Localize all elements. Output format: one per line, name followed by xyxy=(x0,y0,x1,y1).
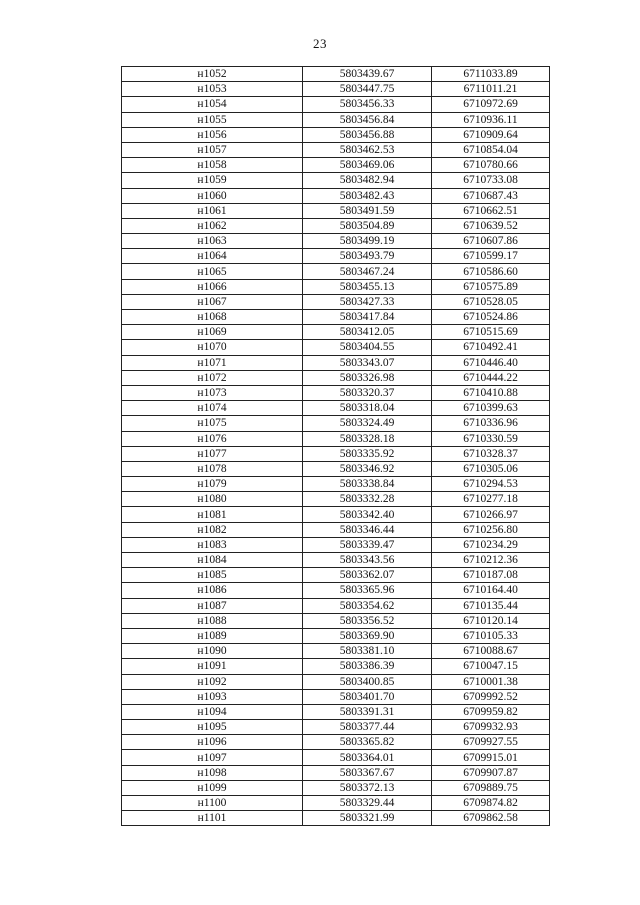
x-coordinate-cell: 5803364.01 xyxy=(303,750,432,765)
table-row xyxy=(122,796,550,811)
x-coordinate-cell: 5803346.92 xyxy=(303,461,432,476)
point-name-cell: н1100 xyxy=(122,796,303,811)
point-name-cell: н1098 xyxy=(122,765,303,780)
x-coordinate-cell: 5803343.07 xyxy=(303,355,432,370)
x-coordinate-cell: 5803462.53 xyxy=(303,142,432,157)
table-row xyxy=(122,446,550,461)
point-name-cell: н1088 xyxy=(122,613,303,628)
x-coordinate-cell: 5803499.19 xyxy=(303,234,432,249)
point-name-cell: н1101 xyxy=(122,811,303,826)
table-row xyxy=(122,704,550,719)
point-name-cell: н1059 xyxy=(122,173,303,188)
x-coordinate-cell: 5803391.31 xyxy=(303,704,432,719)
point-name-cell: н1056 xyxy=(122,127,303,142)
y-coordinate-cell: 6709915.01 xyxy=(432,750,550,765)
point-name-cell: н1089 xyxy=(122,628,303,643)
table-row xyxy=(122,401,550,416)
y-coordinate-cell: 6710135.44 xyxy=(432,598,550,613)
point-name-cell: н1065 xyxy=(122,264,303,279)
x-coordinate-cell: 5803404.55 xyxy=(303,340,432,355)
x-coordinate-cell: 5803365.82 xyxy=(303,735,432,750)
x-coordinate-cell: 5803326.98 xyxy=(303,370,432,385)
x-coordinate-cell: 5803456.84 xyxy=(303,112,432,127)
x-coordinate-cell: 5803365.96 xyxy=(303,583,432,598)
table-row xyxy=(122,507,550,522)
point-name-cell: н1078 xyxy=(122,461,303,476)
table-row xyxy=(122,537,550,552)
x-coordinate-cell: 5803324.49 xyxy=(303,416,432,431)
y-coordinate-cell: 6709992.52 xyxy=(432,689,550,704)
y-coordinate-cell: 6710212.36 xyxy=(432,553,550,568)
point-name-cell: н1080 xyxy=(122,492,303,507)
point-name-cell: н1058 xyxy=(122,158,303,173)
y-coordinate-cell: 6710972.69 xyxy=(432,97,550,112)
table-row xyxy=(122,264,550,279)
point-name-cell: н1095 xyxy=(122,720,303,735)
point-name-cell: н1068 xyxy=(122,310,303,325)
y-coordinate-cell: 6710305.06 xyxy=(432,461,550,476)
point-name-cell: н1072 xyxy=(122,370,303,385)
y-coordinate-cell: 6710515.69 xyxy=(432,325,550,340)
x-coordinate-cell: 5803343.56 xyxy=(303,553,432,568)
point-name-cell: н1057 xyxy=(122,142,303,157)
table-row xyxy=(122,142,550,157)
point-name-cell: н1070 xyxy=(122,340,303,355)
x-coordinate-cell: 5803482.43 xyxy=(303,188,432,203)
y-coordinate-cell: 6710088.67 xyxy=(432,644,550,659)
y-coordinate-cell: 6710599.17 xyxy=(432,249,550,264)
page-number: 23 xyxy=(313,36,327,51)
x-coordinate-cell: 5803504.89 xyxy=(303,218,432,233)
y-coordinate-cell: 6710586.60 xyxy=(432,264,550,279)
x-coordinate-cell: 5803456.88 xyxy=(303,127,432,142)
x-coordinate-cell: 5803320.37 xyxy=(303,385,432,400)
y-coordinate-cell: 6710733.08 xyxy=(432,173,550,188)
y-coordinate-cell: 6710256.80 xyxy=(432,522,550,537)
table-row xyxy=(122,461,550,476)
x-coordinate-cell: 5803318.04 xyxy=(303,401,432,416)
y-coordinate-cell: 6710854.04 xyxy=(432,142,550,157)
table-row xyxy=(122,294,550,309)
y-coordinate-cell: 6710328.37 xyxy=(432,446,550,461)
x-coordinate-cell: 5803369.90 xyxy=(303,628,432,643)
table-row xyxy=(122,735,550,750)
y-coordinate-cell: 6709862.58 xyxy=(432,811,550,826)
x-coordinate-cell: 5803482.94 xyxy=(303,173,432,188)
table-row xyxy=(122,82,550,97)
y-coordinate-cell: 6710120.14 xyxy=(432,613,550,628)
y-coordinate-cell: 6710164.40 xyxy=(432,583,550,598)
y-coordinate-cell: 6710687.43 xyxy=(432,188,550,203)
point-name-cell: н1075 xyxy=(122,416,303,431)
point-name-cell: н1066 xyxy=(122,279,303,294)
y-coordinate-cell: 6710277.18 xyxy=(432,492,550,507)
y-coordinate-cell: 6709907.87 xyxy=(432,765,550,780)
point-name-cell: н1060 xyxy=(122,188,303,203)
table-row xyxy=(122,553,550,568)
y-coordinate-cell: 6710524.86 xyxy=(432,310,550,325)
x-coordinate-cell: 5803329.44 xyxy=(303,796,432,811)
y-coordinate-cell: 6710187.08 xyxy=(432,568,550,583)
table-row xyxy=(122,127,550,142)
table-row xyxy=(122,112,550,127)
point-name-cell: н1071 xyxy=(122,355,303,370)
point-name-cell: н1079 xyxy=(122,477,303,492)
x-coordinate-cell: 5803339.47 xyxy=(303,537,432,552)
point-name-cell: н1062 xyxy=(122,218,303,233)
y-coordinate-cell: 6710001.38 xyxy=(432,674,550,689)
x-coordinate-cell: 5803346.44 xyxy=(303,522,432,537)
coordinates-table xyxy=(121,66,550,826)
y-coordinate-cell: 6709932.93 xyxy=(432,720,550,735)
y-coordinate-cell: 6710528.05 xyxy=(432,294,550,309)
table-row xyxy=(122,203,550,218)
point-name-cell: н1061 xyxy=(122,203,303,218)
y-coordinate-cell: 6710446.40 xyxy=(432,355,550,370)
point-name-cell: н1076 xyxy=(122,431,303,446)
x-coordinate-cell: 5803401.70 xyxy=(303,689,432,704)
x-coordinate-cell: 5803381.10 xyxy=(303,644,432,659)
table-row xyxy=(122,598,550,613)
x-coordinate-cell: 5803377.44 xyxy=(303,720,432,735)
x-coordinate-cell: 5803342.40 xyxy=(303,507,432,522)
table-row xyxy=(122,659,550,674)
table-row xyxy=(122,234,550,249)
table-row xyxy=(122,583,550,598)
y-coordinate-cell: 6710575.89 xyxy=(432,279,550,294)
y-coordinate-cell: 6710639.52 xyxy=(432,218,550,233)
table-row xyxy=(122,522,550,537)
table-row xyxy=(122,310,550,325)
point-name-cell: н1081 xyxy=(122,507,303,522)
x-coordinate-cell: 5803321.99 xyxy=(303,811,432,826)
table-row xyxy=(122,674,550,689)
y-coordinate-cell: 6709959.82 xyxy=(432,704,550,719)
table-row xyxy=(122,765,550,780)
point-name-cell: н1074 xyxy=(122,401,303,416)
table-row xyxy=(122,492,550,507)
point-name-cell: н1099 xyxy=(122,780,303,795)
y-coordinate-cell: 6710492.41 xyxy=(432,340,550,355)
point-name-cell: н1087 xyxy=(122,598,303,613)
point-name-cell: н1082 xyxy=(122,522,303,537)
x-coordinate-cell: 5803456.33 xyxy=(303,97,432,112)
table-row xyxy=(122,613,550,628)
y-coordinate-cell: 6710336.96 xyxy=(432,416,550,431)
table-row xyxy=(122,279,550,294)
x-coordinate-cell: 5803417.84 xyxy=(303,310,432,325)
x-coordinate-cell: 5803439.67 xyxy=(303,67,432,82)
x-coordinate-cell: 5803328.18 xyxy=(303,431,432,446)
table-row xyxy=(122,97,550,112)
y-coordinate-cell: 6709889.75 xyxy=(432,780,550,795)
table-row xyxy=(122,188,550,203)
x-coordinate-cell: 5803335.92 xyxy=(303,446,432,461)
x-coordinate-cell: 5803455.13 xyxy=(303,279,432,294)
x-coordinate-cell: 5803386.39 xyxy=(303,659,432,674)
x-coordinate-cell: 5803493.79 xyxy=(303,249,432,264)
coordinates-table-body xyxy=(122,67,550,826)
table-row xyxy=(122,355,550,370)
table-row xyxy=(122,689,550,704)
x-coordinate-cell: 5803427.33 xyxy=(303,294,432,309)
y-coordinate-cell: 6710444.22 xyxy=(432,370,550,385)
point-name-cell: н1086 xyxy=(122,583,303,598)
table-row xyxy=(122,644,550,659)
table-row xyxy=(122,780,550,795)
x-coordinate-cell: 5803491.59 xyxy=(303,203,432,218)
point-name-cell: н1054 xyxy=(122,97,303,112)
x-coordinate-cell: 5803467.24 xyxy=(303,264,432,279)
point-name-cell: н1093 xyxy=(122,689,303,704)
y-coordinate-cell: 6710047.15 xyxy=(432,659,550,674)
point-name-cell: н1085 xyxy=(122,568,303,583)
y-coordinate-cell: 6710410.88 xyxy=(432,385,550,400)
x-coordinate-cell: 5803332.28 xyxy=(303,492,432,507)
point-name-cell: н1053 xyxy=(122,82,303,97)
table-row xyxy=(122,173,550,188)
y-coordinate-cell: 6711011.21 xyxy=(432,82,550,97)
table-row xyxy=(122,416,550,431)
point-name-cell: н1067 xyxy=(122,294,303,309)
point-name-cell: н1092 xyxy=(122,674,303,689)
table-row xyxy=(122,340,550,355)
y-coordinate-cell: 6710105.33 xyxy=(432,628,550,643)
table-row xyxy=(122,811,550,826)
table-row xyxy=(122,325,550,340)
point-name-cell: н1073 xyxy=(122,385,303,400)
x-coordinate-cell: 5803412.05 xyxy=(303,325,432,340)
y-coordinate-cell: 6710294.53 xyxy=(432,477,550,492)
y-coordinate-cell: 6710909.64 xyxy=(432,127,550,142)
point-name-cell: н1069 xyxy=(122,325,303,340)
point-name-cell: н1083 xyxy=(122,537,303,552)
table-row xyxy=(122,218,550,233)
point-name-cell: н1064 xyxy=(122,249,303,264)
table-row xyxy=(122,158,550,173)
table-row xyxy=(122,628,550,643)
y-coordinate-cell: 6710936.11 xyxy=(432,112,550,127)
table-row xyxy=(122,385,550,400)
point-name-cell: н1096 xyxy=(122,735,303,750)
table-row xyxy=(122,67,550,82)
y-coordinate-cell: 6710234.29 xyxy=(432,537,550,552)
y-coordinate-cell: 6709874.82 xyxy=(432,796,550,811)
y-coordinate-cell: 6711033.89 xyxy=(432,67,550,82)
point-name-cell: н1077 xyxy=(122,446,303,461)
table-row xyxy=(122,431,550,446)
table-row xyxy=(122,568,550,583)
table-row xyxy=(122,370,550,385)
point-name-cell: н1063 xyxy=(122,234,303,249)
x-coordinate-cell: 5803447.75 xyxy=(303,82,432,97)
x-coordinate-cell: 5803338.84 xyxy=(303,477,432,492)
x-coordinate-cell: 5803372.13 xyxy=(303,780,432,795)
x-coordinate-cell: 5803354.62 xyxy=(303,598,432,613)
point-name-cell: н1090 xyxy=(122,644,303,659)
x-coordinate-cell: 5803400.85 xyxy=(303,674,432,689)
y-coordinate-cell: 6710330.59 xyxy=(432,431,550,446)
table-row xyxy=(122,249,550,264)
y-coordinate-cell: 6710662.51 xyxy=(432,203,550,218)
x-coordinate-cell: 5803469.06 xyxy=(303,158,432,173)
y-coordinate-cell: 6710266.97 xyxy=(432,507,550,522)
y-coordinate-cell: 6710780.66 xyxy=(432,158,550,173)
y-coordinate-cell: 6710399.63 xyxy=(432,401,550,416)
x-coordinate-cell: 5803362.07 xyxy=(303,568,432,583)
table-row xyxy=(122,720,550,735)
point-name-cell: н1094 xyxy=(122,704,303,719)
y-coordinate-cell: 6710607.86 xyxy=(432,234,550,249)
x-coordinate-cell: 5803356.52 xyxy=(303,613,432,628)
point-name-cell: н1052 xyxy=(122,67,303,82)
x-coordinate-cell: 5803367.67 xyxy=(303,765,432,780)
point-name-cell: н1091 xyxy=(122,659,303,674)
table-row xyxy=(122,750,550,765)
point-name-cell: н1084 xyxy=(122,553,303,568)
table-row xyxy=(122,477,550,492)
y-coordinate-cell: 6709927.55 xyxy=(432,735,550,750)
point-name-cell: н1097 xyxy=(122,750,303,765)
point-name-cell: н1055 xyxy=(122,112,303,127)
